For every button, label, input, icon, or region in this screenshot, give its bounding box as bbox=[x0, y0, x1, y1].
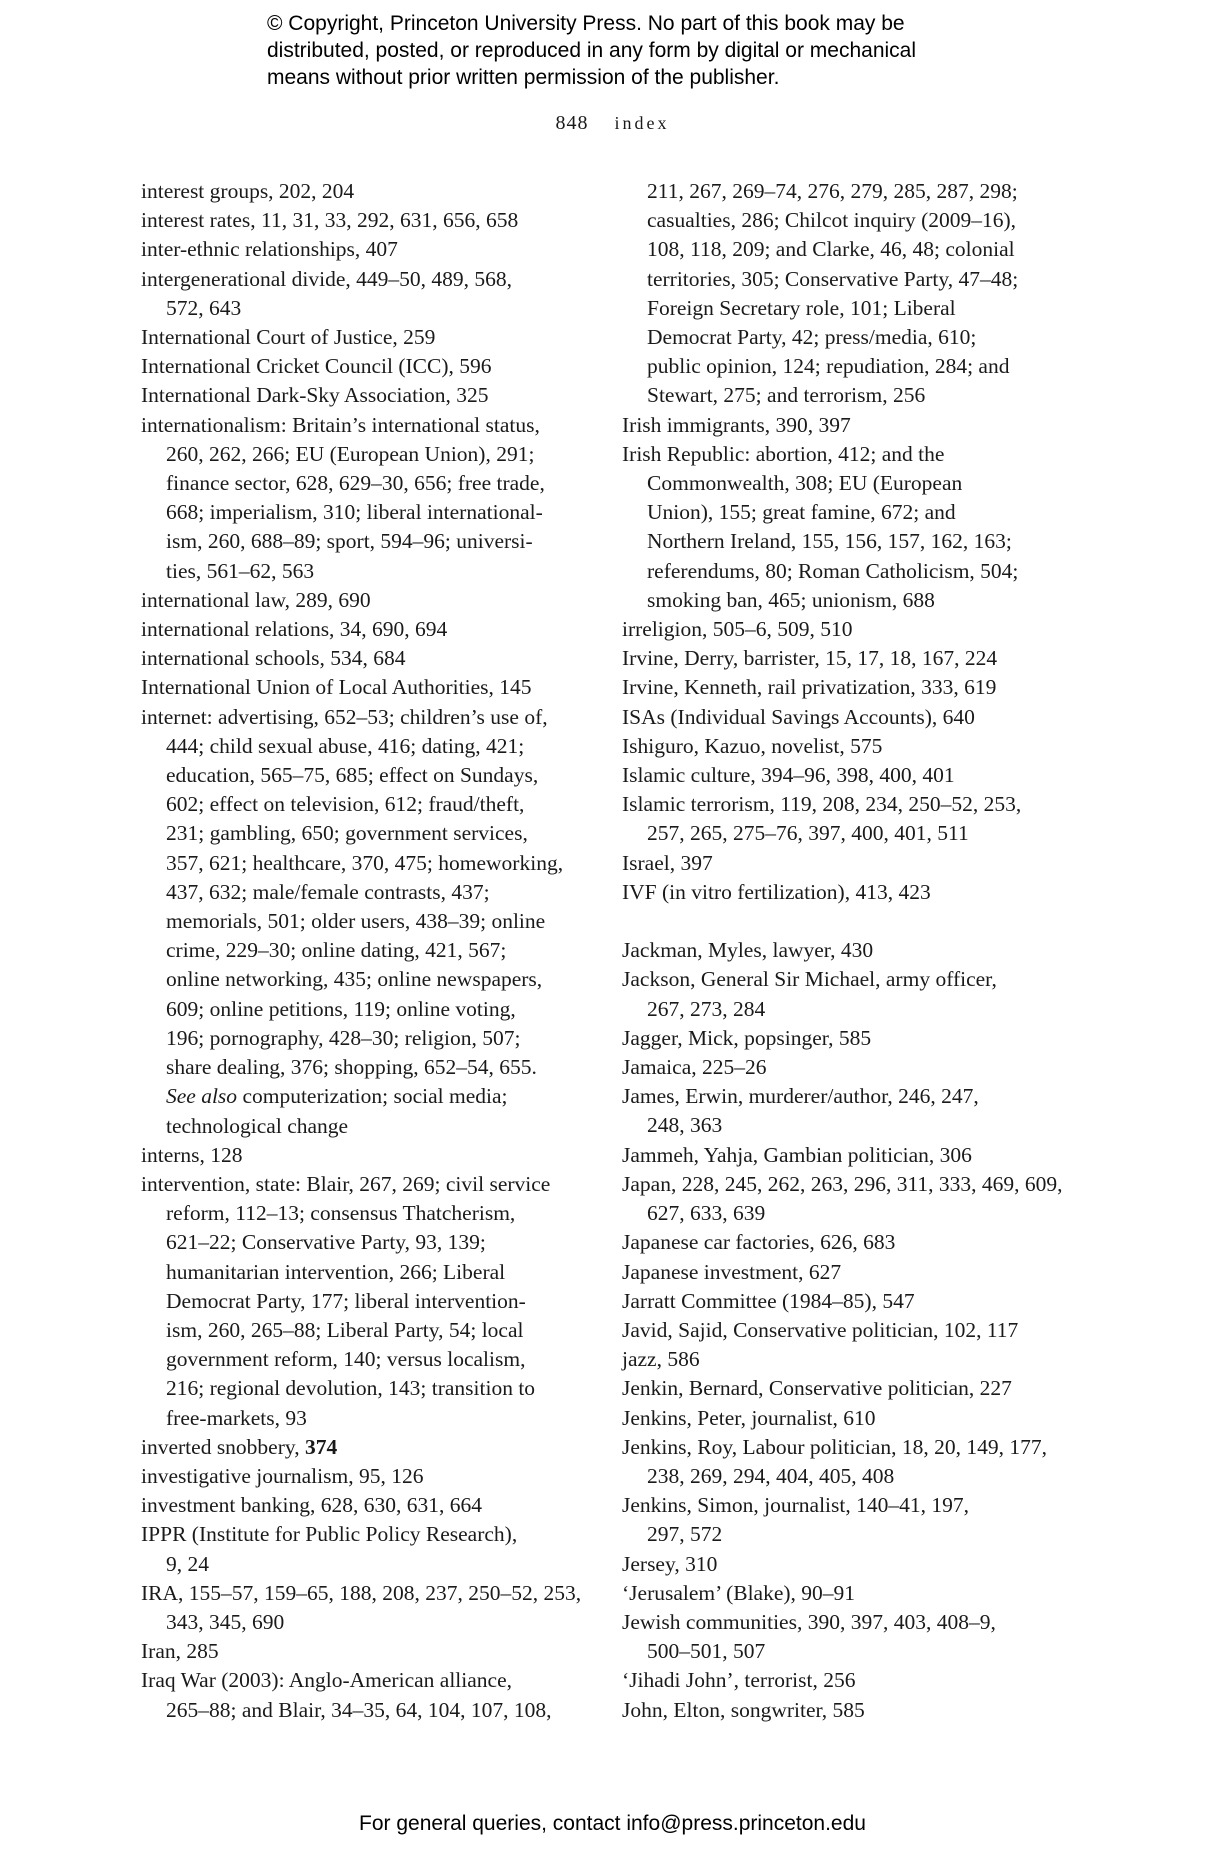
entry-line: Jammeh, Yahja, Gambian politician, 306 bbox=[622, 1142, 972, 1167]
entry-line: finance sector, 628, 629–30, 656; free trade, bbox=[166, 471, 545, 496]
index-column-left bbox=[141, 177, 581, 1725]
copyright-line: distributed, posted, or reproduced in any form by digital or mechanical bbox=[267, 39, 917, 62]
index-entry bbox=[141, 1579, 581, 1637]
entry-line: Jewish communities, 390, 397, 403, 408–9, bbox=[622, 1609, 996, 1634]
entry-line: ism, 260, 265–88; Liberal Party, 54; local bbox=[166, 1317, 524, 1342]
entry-line: 257, 265, 275–76, 397, 400, 401, 511 bbox=[647, 821, 969, 846]
index-entry bbox=[622, 644, 1082, 673]
index-entry-see-also bbox=[141, 1082, 581, 1140]
entry-line: ism, 260, 688–89; sport, 594–96; universi- bbox=[166, 529, 533, 554]
index-entry bbox=[141, 381, 581, 410]
copyright-line: means without prior written permission of the publisher. bbox=[267, 66, 780, 89]
index-entry bbox=[141, 1170, 581, 1433]
entry-line: intervention, state: Blair, 267, 269; civil service bbox=[141, 1171, 551, 1196]
index-entry bbox=[141, 177, 581, 206]
see-also-label: See also bbox=[166, 1084, 238, 1109]
entry-line: memorials, 501; older users, 438–39; online bbox=[166, 909, 546, 934]
entry-line: Japan, 228, 245, 262, 263, 296, 311, 333, 469, 609, bbox=[622, 1171, 1063, 1196]
entry-line: IVF (in vitro fertilization), 413, 423 bbox=[622, 879, 931, 904]
entry-line: 621–22; Conservative Party, 93, 139; bbox=[166, 1230, 486, 1255]
entry-line: interns, 128 bbox=[141, 1142, 243, 1167]
index-entry bbox=[622, 673, 1082, 702]
index-entry bbox=[141, 673, 581, 702]
entry-line: Islamic culture, 394–96, 398, 400, 401 bbox=[622, 763, 955, 788]
index-entry bbox=[622, 1491, 1082, 1549]
index-entry bbox=[622, 1228, 1082, 1257]
index-entry bbox=[141, 1462, 581, 1491]
entry-line: 231; gambling, 650; government services, bbox=[166, 821, 528, 846]
entry-line: Jarratt Committee (1984–85), 547 bbox=[622, 1288, 915, 1313]
entry-line: Irvine, Kenneth, rail privatization, 333, 619 bbox=[622, 675, 997, 700]
see-also-text: computerization; social media; bbox=[237, 1084, 508, 1109]
entry-line: Jenkins, Simon, journalist, 140–41, 197, bbox=[622, 1493, 969, 1518]
entry-line: 267, 273, 284 bbox=[647, 996, 766, 1021]
index-column-right bbox=[622, 177, 1082, 1725]
entry-line: smoking ban, 465; unionism, 688 bbox=[647, 587, 935, 612]
index-entry bbox=[622, 265, 1082, 294]
index-entry bbox=[622, 294, 1082, 323]
entry-line: education, 565–75, 685; effect on Sundays, bbox=[166, 763, 539, 788]
entry-line: Irvine, Derry, barrister, 15, 17, 18, 167, 224 bbox=[622, 646, 998, 671]
page-number: 848 bbox=[555, 112, 589, 134]
index-entry bbox=[622, 1608, 1082, 1666]
entry-line: 668; imperialism, 310; liberal international- bbox=[166, 500, 543, 525]
entry-line: ties, 561–62, 563 bbox=[166, 558, 315, 583]
entry-line: Northern Ireland, 155, 156, 157, 162, 163; bbox=[647, 529, 1012, 554]
index-entry bbox=[622, 1666, 1082, 1695]
entry-line: Foreign Secretary role, 101; Liberal bbox=[647, 295, 956, 320]
index-entry bbox=[141, 615, 581, 644]
entry-line: internet: advertising, 652–53; children’s use of, bbox=[141, 704, 548, 729]
entry-line: 9, 24 bbox=[166, 1551, 209, 1576]
entry-line: 216; regional devolution, 143; transition to bbox=[166, 1376, 536, 1401]
entry-line: Iraq War (2003): Anglo-American alliance, bbox=[141, 1668, 512, 1693]
index-entry bbox=[622, 1024, 1082, 1053]
entry-line: crime, 229–30; online dating, 421, 567; bbox=[166, 938, 507, 963]
entry-line: Jackman, Myles, lawyer, 430 bbox=[622, 938, 874, 963]
entry-line: ‘Jerusalem’ (Blake), 90–91 bbox=[622, 1580, 856, 1605]
index-group bbox=[622, 936, 1082, 1724]
entry-line: 602; effect on television, 612; fraud/theft, bbox=[166, 792, 525, 817]
index-entry bbox=[141, 206, 581, 235]
index-entry bbox=[622, 1287, 1082, 1316]
index-entry bbox=[622, 235, 1082, 264]
index-entry bbox=[622, 1404, 1082, 1433]
index-entry bbox=[622, 1082, 1082, 1140]
entry-line bbox=[141, 1433, 581, 1462]
entry-line: 297, 572 bbox=[647, 1522, 723, 1547]
entry-line: humanitarian intervention, 266; Liberal bbox=[166, 1259, 506, 1284]
index-group bbox=[141, 1462, 581, 1725]
entry-line: territories, 305; Conservative Party, 47–48; bbox=[647, 266, 1019, 291]
entry-line: IRA, 155–57, 159–65, 188, 208, 237, 250–52, 253, bbox=[141, 1580, 582, 1605]
index-entry bbox=[141, 1637, 581, 1666]
entry-line: Jamaica, 225–26 bbox=[622, 1055, 767, 1080]
entry-line: public opinion, 124; repudiation, 284; and bbox=[647, 354, 1010, 379]
footer-contact: For general queries, contact info@press.princeton.edu bbox=[359, 1812, 866, 1835]
index-entry bbox=[622, 790, 1082, 848]
running-title: index bbox=[614, 113, 670, 133]
index-entry bbox=[622, 703, 1082, 732]
entry-bold-page: 374 bbox=[305, 1434, 338, 1459]
entry-line: 248, 363 bbox=[647, 1113, 723, 1138]
entry-line bbox=[166, 1082, 581, 1111]
index-entry bbox=[622, 177, 1082, 206]
entry-line: international relations, 34, 690, 694 bbox=[141, 617, 448, 642]
entry-line: jazz, 586 bbox=[622, 1347, 700, 1372]
entry-line: online networking, 435; online newspapers, bbox=[166, 967, 543, 992]
running-head bbox=[0, 112, 1225, 135]
entry-line: Democrat Party, 42; press/media, 610; bbox=[647, 325, 977, 350]
index-entry bbox=[622, 965, 1082, 1023]
index-entry bbox=[141, 1433, 581, 1462]
index-entry bbox=[622, 1345, 1082, 1374]
index-entry bbox=[622, 615, 1082, 644]
index-continuation bbox=[622, 177, 1082, 411]
entry-line: technological change bbox=[166, 1113, 349, 1138]
entry-line: Irish Republic: abortion, 412; and the bbox=[622, 441, 945, 466]
entry-line: 572, 643 bbox=[166, 295, 242, 320]
index-entry bbox=[622, 1550, 1082, 1579]
entry-line: international schools, 534, 684 bbox=[141, 646, 406, 671]
entry-line: 211, 267, 269–74, 276, 279, 285, 287, 298; bbox=[647, 179, 1018, 203]
index-entry bbox=[622, 323, 1082, 352]
entry-line: investment banking, 628, 630, 631, 664 bbox=[141, 1493, 482, 1518]
entry-line: Japanese investment, 627 bbox=[622, 1259, 842, 1284]
entry-line: intergenerational divide, 449–50, 489, 568, bbox=[141, 266, 513, 291]
entry-line: 627, 633, 639 bbox=[647, 1201, 766, 1226]
entry-line: International Union of Local Authorities, 145 bbox=[141, 675, 532, 700]
index-entry bbox=[141, 411, 581, 586]
entry-line: International Court of Justice, 259 bbox=[141, 325, 436, 350]
entry-line: investigative journalism, 95, 126 bbox=[141, 1463, 424, 1488]
entry-line: casualties, 286; Chilcot inquiry (2009–16), bbox=[647, 208, 1017, 233]
index-entry bbox=[141, 1491, 581, 1520]
index-entry bbox=[141, 1666, 581, 1724]
entry-line: Jackson, General Sir Michael, army officer, bbox=[622, 967, 997, 992]
index-entry bbox=[622, 1053, 1082, 1082]
entry-line: Jenkins, Roy, Labour politician, 18, 20, 149, 177, bbox=[622, 1434, 1047, 1459]
index-entry bbox=[622, 732, 1082, 761]
entry-line: Islamic terrorism, 119, 208, 234, 250–52, 253, bbox=[622, 792, 1022, 817]
index-entry bbox=[622, 849, 1082, 878]
index-entry bbox=[622, 1141, 1082, 1170]
entry-line: 265–88; and Blair, 34–35, 64, 104, 107, 108, bbox=[166, 1697, 552, 1722]
index-entry bbox=[622, 206, 1082, 235]
entry-line: government reform, 140; versus localism, bbox=[166, 1347, 526, 1372]
index-entry bbox=[622, 411, 1082, 440]
index-entry bbox=[622, 936, 1082, 965]
entry-line: 108, 118, 209; and Clarke, 46, 48; colonial bbox=[647, 237, 1015, 262]
entry-line: 343, 345, 690 bbox=[166, 1609, 285, 1634]
entry-line: interest rates, 11, 31, 33, 292, 631, 656, 658 bbox=[141, 208, 519, 233]
copyright-line: © Copyright, Princeton University Press. No part of this book may be bbox=[267, 12, 905, 35]
index-entry bbox=[141, 1520, 581, 1578]
entry-line: James, Erwin, murderer/author, 246, 247, bbox=[622, 1084, 979, 1109]
entry-line: internationalism: Britain’s international status, bbox=[141, 412, 540, 437]
entry-line: inter-ethnic relationships, 407 bbox=[141, 237, 398, 262]
entry-line: ‘Jihadi John’, terrorist, 256 bbox=[622, 1668, 856, 1693]
entry-line: Iran, 285 bbox=[141, 1639, 219, 1664]
entry-text: inverted snobbery, bbox=[141, 1434, 305, 1459]
entry-line: Irish immigrants, 390, 397 bbox=[622, 412, 851, 437]
index-entry bbox=[622, 1433, 1082, 1491]
index-entry bbox=[141, 703, 581, 1083]
entry-line: share dealing, 376; shopping, 652–54, 655. bbox=[166, 1055, 537, 1080]
index-group bbox=[141, 1141, 581, 1433]
index-entry bbox=[622, 1579, 1082, 1608]
entry-line: Israel, 397 bbox=[622, 850, 713, 875]
index-entry bbox=[622, 878, 1082, 907]
index-entry bbox=[622, 440, 1082, 615]
index-entry bbox=[622, 1696, 1082, 1725]
entry-line: IPPR (Institute for Public Policy Research), bbox=[141, 1522, 518, 1547]
index-group bbox=[622, 411, 1082, 907]
index-entry bbox=[622, 1258, 1082, 1287]
entry-line: Japanese car factories, 626, 683 bbox=[622, 1230, 896, 1255]
entry-line: ISAs (Individual Savings Accounts), 640 bbox=[622, 704, 975, 729]
index-entry bbox=[622, 1170, 1082, 1228]
entry-line: 500–501, 507 bbox=[647, 1639, 766, 1664]
entry-line: Ishiguro, Kazuo, novelist, 575 bbox=[622, 733, 883, 758]
entry-line: free-markets, 93 bbox=[166, 1405, 307, 1430]
entry-line: Jenkin, Bernard, Conservative politician, 227 bbox=[622, 1376, 1012, 1401]
entry-line: International Dark-Sky Association, 325 bbox=[141, 383, 489, 408]
letter-gap bbox=[622, 907, 1082, 936]
index-entry bbox=[141, 586, 581, 615]
entry-line: referendums, 80; Roman Catholicism, 504; bbox=[647, 558, 1019, 583]
index-entry bbox=[622, 1374, 1082, 1403]
entry-line: John, Elton, songwriter, 585 bbox=[622, 1697, 865, 1722]
index-entry bbox=[141, 352, 581, 381]
entry-line: 260, 262, 266; EU (European Union), 291; bbox=[166, 441, 535, 466]
entry-line: international law, 289, 690 bbox=[141, 587, 371, 612]
index-entry bbox=[141, 235, 581, 264]
copyright-notice bbox=[267, 10, 1027, 91]
index-entry bbox=[141, 323, 581, 352]
index-entry bbox=[141, 1141, 581, 1170]
entry-line: 196; pornography, 428–30; religion, 507; bbox=[166, 1025, 521, 1050]
index-entry bbox=[622, 761, 1082, 790]
entry-line: Jagger, Mick, popsinger, 585 bbox=[622, 1025, 872, 1050]
entry-line: 357, 621; healthcare, 370, 475; homeworking, bbox=[166, 850, 564, 875]
entry-line: 437, 632; male/female contrasts, 437; bbox=[166, 879, 490, 904]
entry-line: Democrat Party, 177; liberal intervention- bbox=[166, 1288, 526, 1313]
index-entry bbox=[141, 644, 581, 673]
entry-line: interest groups, 202, 204 bbox=[141, 179, 355, 203]
entry-line: 609; online petitions, 119; online voting, bbox=[166, 996, 516, 1021]
index-entry bbox=[622, 352, 1082, 381]
entry-line: 444; child sexual abuse, 416; dating, 421; bbox=[166, 733, 525, 758]
entry-line: International Cricket Council (ICC), 596 bbox=[141, 354, 492, 379]
entry-line: Union), 155; great famine, 672; and bbox=[647, 500, 956, 525]
index-entry bbox=[622, 1316, 1082, 1345]
entry-line: Commonwealth, 308; EU (European bbox=[647, 471, 963, 496]
entry-line: Stewart, 275; and terrorism, 256 bbox=[647, 383, 926, 408]
entry-line: irreligion, 505–6, 509, 510 bbox=[622, 617, 853, 642]
entry-line: Javid, Sajid, Conservative politician, 102, 117 bbox=[622, 1317, 1019, 1342]
entry-line: Jersey, 310 bbox=[622, 1551, 718, 1576]
entry-line: 238, 269, 294, 404, 405, 408 bbox=[647, 1463, 895, 1488]
index-entry bbox=[622, 381, 1082, 410]
entry-line: Jenkins, Peter, journalist, 610 bbox=[622, 1405, 876, 1430]
entry-line: reform, 112–13; consensus Thatcherism, bbox=[166, 1201, 516, 1226]
index-group bbox=[141, 177, 581, 1082]
index-entry bbox=[141, 265, 581, 323]
